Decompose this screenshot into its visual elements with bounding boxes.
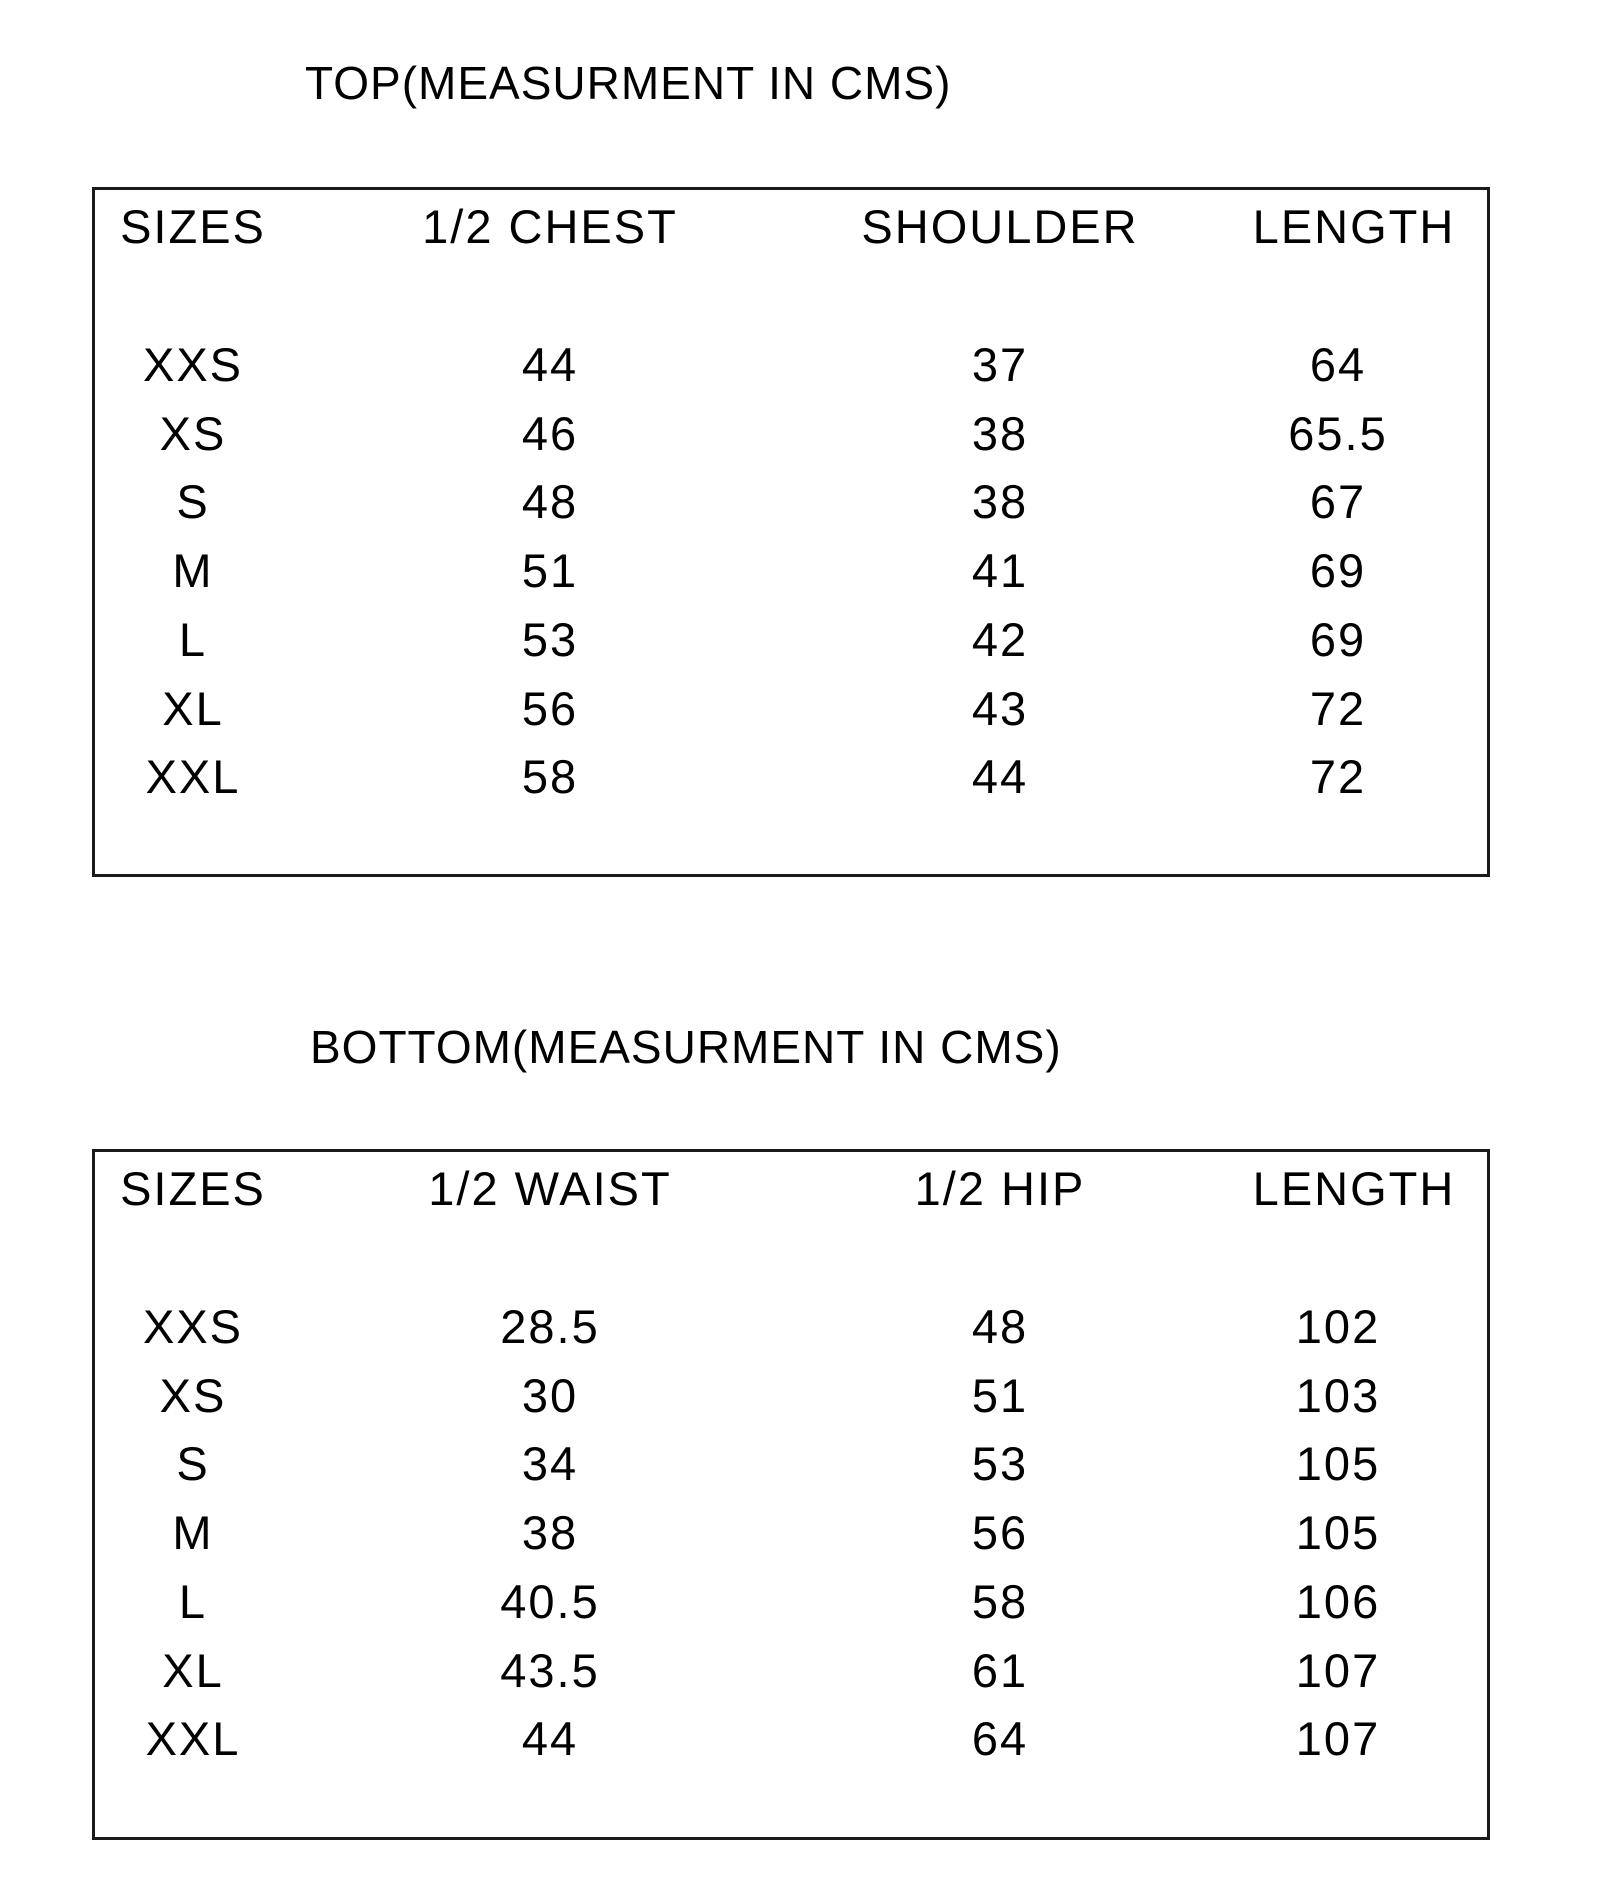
table-header <box>95 1162 1487 1215</box>
table-row <box>95 1506 1487 1560</box>
length-value: 64 <box>1309 338 1367 391</box>
length-value: 72 <box>1309 750 1367 804</box>
size-label: M <box>172 544 214 598</box>
size-label: XS <box>159 1368 227 1422</box>
length-value: 67 <box>1309 475 1367 529</box>
table-row <box>95 406 1487 460</box>
bottom-size-table <box>92 1149 1490 1840</box>
half-hip-value: 48 <box>971 1300 1029 1353</box>
half-waist-value: 30 <box>521 1368 579 1422</box>
shoulder-value: 38 <box>971 475 1029 529</box>
table-row <box>95 544 1487 598</box>
table-row <box>95 1437 1487 1491</box>
size-label: XXS <box>142 338 244 391</box>
size-label: XXL <box>145 750 241 804</box>
half-chest-value: 53 <box>521 612 579 666</box>
size-label: L <box>178 612 208 666</box>
shoulder-value: 38 <box>971 406 1029 460</box>
table-row <box>95 1368 1487 1422</box>
half-hip-value: 64 <box>971 1712 1029 1766</box>
size-label: XXS <box>142 1300 244 1353</box>
header-half-waist: 1/2 WAIST <box>428 1162 672 1215</box>
shoulder-value: 43 <box>971 681 1029 735</box>
half-chest-value: 44 <box>521 338 579 391</box>
header-sizes: SIZES <box>120 1162 266 1215</box>
size-label: XL <box>162 681 224 735</box>
header-shoulder: SHOULDER <box>861 200 1139 253</box>
length-value: 103 <box>1295 1368 1381 1422</box>
half-chest-value: 51 <box>521 544 579 598</box>
size-label: S <box>176 475 210 529</box>
size-label: M <box>172 1506 214 1560</box>
table-header <box>95 200 1487 253</box>
length-value: 106 <box>1295 1574 1381 1628</box>
length-value: 107 <box>1295 1643 1381 1697</box>
half-hip-value: 56 <box>971 1506 1029 1560</box>
size-label: XS <box>159 406 227 460</box>
half-hip-value: 61 <box>971 1643 1029 1697</box>
table-row <box>95 475 1487 529</box>
half-chest-value: 46 <box>521 406 579 460</box>
length-value: 105 <box>1295 1506 1381 1560</box>
table-row <box>95 612 1487 666</box>
header-sizes: SIZES <box>120 200 266 253</box>
length-value: 72 <box>1309 681 1367 735</box>
half-waist-value: 40.5 <box>500 1574 600 1628</box>
size-label: L <box>178 1574 208 1628</box>
half-chest-value: 48 <box>521 475 579 529</box>
half-hip-value: 58 <box>971 1574 1029 1628</box>
length-value: 69 <box>1309 544 1367 598</box>
shoulder-value: 37 <box>971 338 1029 391</box>
bottom-section-title: BOTTOM(MEASURMENT IN CMS) <box>310 1021 1062 1073</box>
half-waist-value: 38 <box>521 1506 579 1560</box>
half-chest-value: 58 <box>521 750 579 804</box>
table-row <box>95 681 1487 735</box>
top-size-table <box>92 187 1490 877</box>
half-hip-value: 53 <box>971 1437 1029 1491</box>
header-length: LENGTH <box>1252 200 1456 253</box>
half-waist-value: 34 <box>521 1437 579 1491</box>
half-hip-value: 51 <box>971 1368 1029 1422</box>
header-half-hip: 1/2 HIP <box>914 1162 1086 1215</box>
top-section-title: TOP(MEASURMENT IN CMS) <box>305 57 952 109</box>
table-row <box>95 1574 1487 1628</box>
table-row <box>95 1300 1487 1353</box>
length-value: 69 <box>1309 612 1367 666</box>
half-chest-value: 56 <box>521 681 579 735</box>
half-waist-value: 43.5 <box>500 1643 600 1697</box>
size-label: S <box>176 1437 210 1491</box>
header-length: LENGTH <box>1252 1162 1456 1215</box>
shoulder-value: 44 <box>971 750 1029 804</box>
table-row <box>95 338 1487 391</box>
size-label: XL <box>162 1643 224 1697</box>
half-waist-value: 28.5 <box>500 1300 600 1353</box>
size-label: XXL <box>145 1712 241 1766</box>
length-value: 107 <box>1295 1712 1381 1766</box>
table-row <box>95 1712 1487 1766</box>
length-value: 102 <box>1295 1300 1381 1353</box>
shoulder-value: 41 <box>971 544 1029 598</box>
length-value: 105 <box>1295 1437 1381 1491</box>
half-waist-value: 44 <box>521 1712 579 1766</box>
shoulder-value: 42 <box>971 612 1029 666</box>
table-row <box>95 1643 1487 1697</box>
header-half-chest: 1/2 CHEST <box>422 200 678 253</box>
length-value: 65.5 <box>1288 406 1388 460</box>
table-row <box>95 750 1487 804</box>
